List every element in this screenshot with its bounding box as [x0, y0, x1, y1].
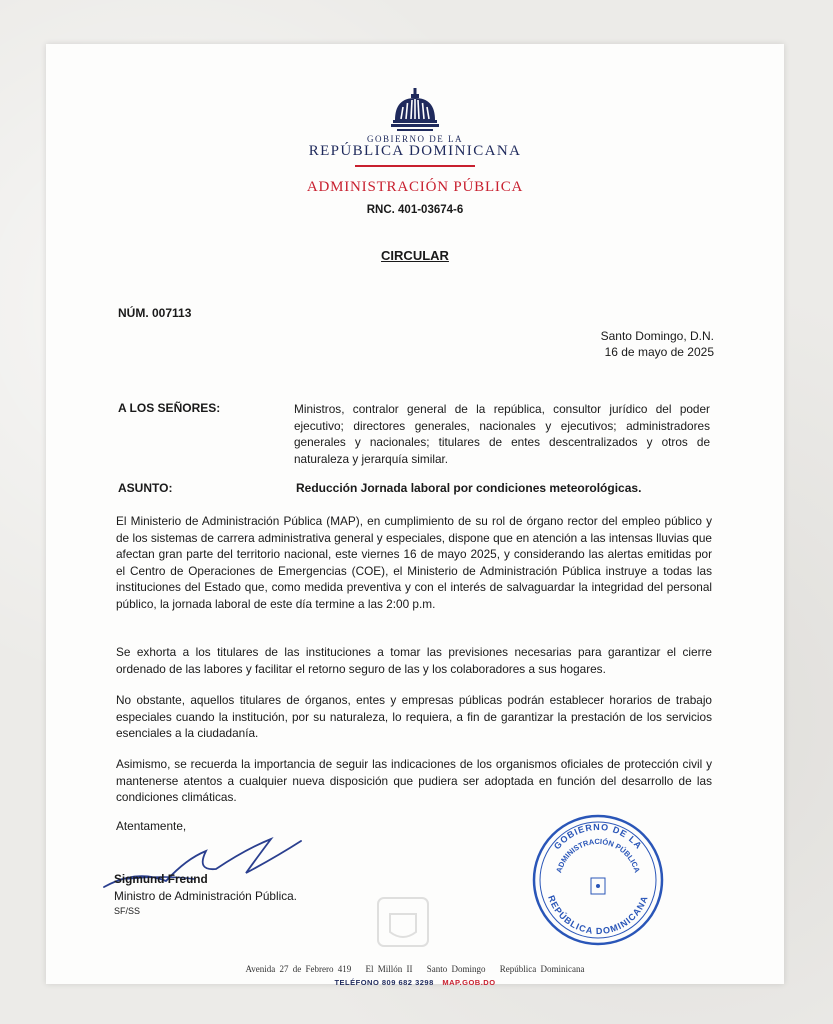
official-stamp — [528, 810, 668, 950]
rnc-number: RNC. 401-03674-6 — [366, 204, 464, 216]
recipients-text: Ministros, contralor general de la república, consultor jurídico del poder ejecutivo; directores generales, nacionales y ejecutivos; administradores generales y nacionales; titulares de entes descentralizados y otros de naturaleza y jerarquía similar. — [294, 402, 710, 466]
body-paragraph-3: No obstante, aquellos titulares de órganos, entes y empresas públicas podrán establecer horarios de trabajo especiales cuando la institución, por su naturaleza, lo requiera, a fin de garantizar la prestación de los servicios esenciales a la ciudadanía. — [116, 693, 712, 740]
government-logo — [46, 88, 784, 196]
footer-contact — [46, 978, 784, 987]
body-paragraph-4: Asimismo, se recuerda la importancia de seguir las indicaciones de los organismos oficiales de protección civil y mantenerse atentos a cualquier nueva disposición que pudiera ser adoptada en función del desarrollo de las condiciones climáticas. — [116, 757, 712, 804]
footer-phone: TELÉFONO 809 682 3298 — [334, 978, 434, 987]
body-paragraph-1: El Ministerio de Administración Pública (MAP), en cumplimiento de su rol de órgano rector del empleo público y de los sistemas de carrera administrativa general y especiales, dispone que en atención a las intensas lluvias que afectan gran parte del territorio nacional, este viernes 16 de mayo 2025, y considerando las alertas emitidas por el Centro de Operaciones de Emergencias (COE), el Ministerio de Administración Pública instruye a todas las instituciones del Estado que, como medida preventiva y con el interés de salvaguardar la integridad del personal público, la jornada laboral de este día termine a las 2:00 p.m. — [116, 514, 712, 611]
stamp-top-text: GOBIERNO DE LA — [551, 821, 645, 852]
signer-title: Ministro de Administración Pública. — [114, 889, 297, 903]
body-paragraph-2: Se exhorta a los titulares de las instituciones a tomar las previsiones necesarias para garantizar el cierre ordenado de las labores y facilitar el retorno seguro de las y los colaboradores a sus hogares. — [116, 645, 712, 676]
subject-text: Reducción Jornada laboral por condiciones meteorológicas. — [296, 481, 642, 495]
location: Santo Domingo, D.N. — [600, 329, 714, 343]
stamp-emblem-icon — [591, 878, 605, 894]
government-name: REPÚBLICA DOMINICANA — [308, 143, 522, 159]
dome-icon — [391, 88, 439, 134]
government-small-label: GOBIERNO DE LA — [367, 134, 463, 144]
circular-number: NÚM. 007113 — [118, 306, 192, 320]
closing-salutation: Atentamente, — [116, 819, 187, 833]
logo-divider — [355, 165, 475, 167]
footer-country: República Dominicana — [499, 964, 585, 974]
svg-text:GOBIERNO DE LA — [552, 822, 644, 851]
embossed-seal — [370, 892, 436, 952]
initials: SF/SS — [114, 906, 141, 916]
stamp-mid-text: ADMINISTRACIÓN PÚBLICA — [554, 836, 642, 874]
document-page — [46, 44, 784, 987]
document-type: CIRCULAR — [381, 248, 449, 263]
footer-city: Santo Domingo — [426, 964, 486, 974]
date: 16 de mayo de 2025 — [604, 345, 714, 359]
svg-text:REPÚBLICA DOMINICANA — [546, 894, 650, 936]
subject-label: ASUNTO: — [118, 481, 173, 495]
footer-sector: El Millón II — [365, 964, 413, 974]
footer-address — [46, 964, 784, 974]
stamp-bottom-text: REPÚBLICA DOMINICANA — [546, 893, 650, 937]
agency-name: ADMINISTRACIÓN PÚBLICA — [306, 179, 524, 195]
signer-name: Sigmund Freund — [114, 872, 208, 886]
recipients-label: A LOS SEÑORES: — [118, 401, 221, 415]
footer-street: Avenida 27 de Febrero 419 — [245, 964, 352, 974]
footer-website-link[interactable]: MAP.GOB.DO — [442, 978, 496, 987]
date-block — [601, 328, 714, 360]
